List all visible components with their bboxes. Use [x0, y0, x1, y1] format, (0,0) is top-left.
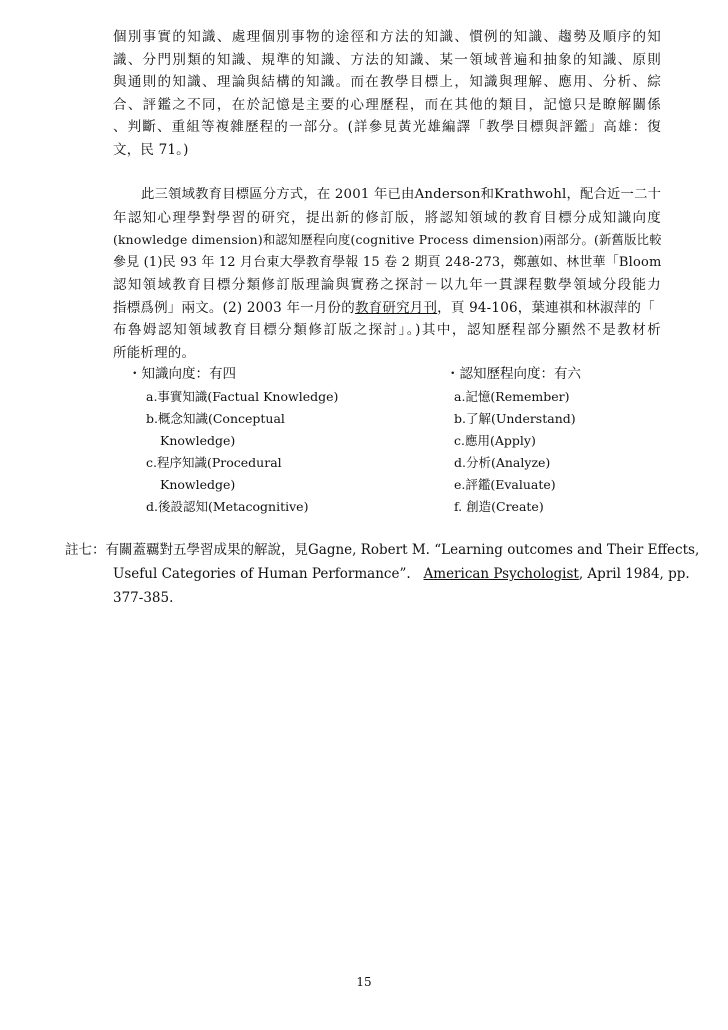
- text-segment: 指標爲例」兩文。(2) 2003 年一月份的: [113, 299, 355, 316]
- text-line: 文，民 71。): [113, 141, 189, 158]
- text-line: 個別事實的知識、處理個別事物的途徑和方法的知識、慣例的知識、趨勢及順序的知: [113, 29, 661, 45]
- text-line: [113, 297, 661, 320]
- footnote-text: Useful Categories of Human Performance”.: [113, 566, 424, 582]
- text-line: (knowledge dimension)和認知歷程向度(cognitive Process dimension)兩部分。(新舊版比較: [113, 233, 662, 247]
- knowledge-item: d.後設認知(Metacognitive): [146, 499, 309, 514]
- paragraph-2: [113, 184, 661, 364]
- knowledge-item: Knowledge): [160, 433, 236, 448]
- page-number: 15: [356, 975, 372, 989]
- knowledge-item: a.事實知識(Factual Knowledge): [146, 389, 339, 404]
- cognitive-item: e.評鑑(Evaluate): [454, 477, 556, 492]
- cognitive-item: a.記憶(Remember): [454, 389, 570, 404]
- footnote-line: [65, 562, 690, 586]
- paragraph-1: [113, 26, 661, 161]
- text-line: 布魯姆認知領域教育目標分類修訂版之探討」。)其中，認知歷程部分顯然不是教材析: [113, 322, 661, 338]
- text-line: 參見 (1)民 93 年 12 月台東大學教育學報 15 卷 2 期頁 248-273，鄭蕙如、林世華「Bloom: [113, 254, 662, 270]
- footnote-text: 有關蓋覊對五學習成果的解說，見Gagne, Robert M. “Learning outcomes and Their Effects,: [105, 542, 700, 558]
- cognitive-item: b.了解(Understand): [454, 411, 576, 426]
- text-line: 此三領域教育目標區分方式，在 2001 年已由Anderson和Krathwohl，配合近一二十: [141, 187, 662, 202]
- cognitive-item: d.分析(Analyze): [454, 455, 551, 470]
- text-line: 、判斷、重組等複雜歷程的一部分。(詳參見黃光雄編譯「教學目標與評鑑」高雄：復: [113, 119, 661, 135]
- cognitive-item: c.應用(Apply): [454, 433, 536, 448]
- knowledge-item: Knowledge): [160, 477, 236, 492]
- text-segment: ，頁 94-106，葉連祺和林淑萍的「: [437, 299, 655, 316]
- text-line: 識、分門別類的知識、規準的知識、方法的知識、某一領域普遍和抽象的知識、原則: [113, 51, 661, 68]
- footnote-text: , April 1984, pp.: [578, 566, 690, 582]
- journal-title: 教育研究月刊: [354, 299, 438, 316]
- text-line: 與通則的知識、理論與結構的知識。而在教學目標上，知識與理解、應用、分析、綜: [113, 74, 661, 90]
- footnote-line: 377-385.: [113, 590, 174, 606]
- footnote-line: [65, 538, 700, 562]
- footnote-label: 註七：: [65, 542, 106, 558]
- knowledge-item: c.程序知識(Procedural: [146, 455, 282, 470]
- knowledge-dimension-heading: ・知識向度：有四: [128, 366, 236, 382]
- cognitive-item: f. 創造(Create): [454, 499, 544, 514]
- text-line: 年認知心理學對學習的研究，提出新的修訂版，將認知領域的教育目標分成知識向度: [113, 209, 661, 226]
- knowledge-item: b.概念知識(Conceptual: [146, 411, 285, 426]
- text-line: 合、評鑑之不同，在於記憶是主要的心理歷程，而在其他的類目，記憶只是瞭解關係: [113, 96, 661, 113]
- text-line: 所能析理的。: [113, 344, 196, 361]
- text-line: 認知領域教育目標分類修訂版理論與實務之探討－以九年一貫課程數學領域分段能力: [113, 277, 661, 293]
- footnote-7: [65, 538, 700, 610]
- journal-title: American Psychologist: [423, 566, 579, 582]
- cognitive-process-heading: ・認知歷程向度：有六: [446, 366, 581, 382]
